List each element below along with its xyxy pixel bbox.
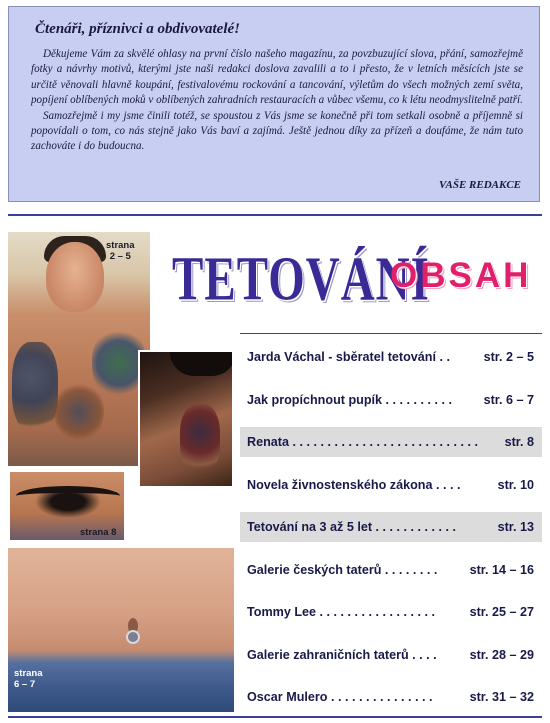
letter-paragraph-1: Děkujeme Vám za skvělé ohlasy na první číslo našeho magazínu, za povzbuzující slova, přání, samozřejmě fotky a návrhy motivů, kterými jste naši redakci doslova zavalili a to i přesto, že v letních měsících jste se určitě věnovali hlavně koupání, festivalovému rockování a tancování, výletům do všech možných zemí světa, popíjení oblíbených moků v oblíbených zahradních restauracích a vůbec všemu, co k létu neodmyslitelně patří. [31,48,523,107]
toc-item[interactable]: Renata . . . . . . . . . . . . . . . . . . . . . . . . . . . str. 8 [240,427,542,457]
editorial-letter-box [8,6,540,202]
toc-item[interactable]: Galerie zahraničních taterů . . . . str. 28 – 29 [247,647,534,662]
toc-rule [240,333,542,334]
divider-rule [8,214,542,216]
toc-page-number: str. 8 [504,435,534,449]
letter-title: Čtenáři, příznivci a obdivovatelé! [35,21,240,37]
photo-belly-page-label: strana 6 – 7 [14,668,43,690]
toc-item[interactable]: Jak propíchnout pupík . . . . . . . . . . str. 6 – 7 [247,392,534,407]
toc-item[interactable]: Galerie českých taterů . . . . . . . . str. 14 – 16 [247,562,534,577]
photo-tattooed-arm [138,350,234,488]
toc-item[interactable]: Oscar Mulero . . . . . . . . . . . . . . . str. 31 – 32 [247,690,534,704]
photo-back-page-label: strana 8 [80,527,117,538]
toc-item[interactable]: Tetování na 3 až 5 let . . . . . . . . . . . . str. 13 [240,512,542,542]
letter-paragraph-2: Samozřejmě i my jsme činili totéž, se spoustou z Vás jsme se konečně při tom setkali osobně a příjemně si popovídali o tom, co nás stejně jako Vás baví a zajímá. Ještě jednou díky za přízeň a doufáme, že nám tuto zachováte i do budoucna. [31,109,523,153]
heading-tetovani: TETOVÁNÍ [172,245,430,314]
toc-item[interactable]: Novela živnostenského zákona . . . . str. 10 [247,477,534,492]
toc-page-number: str. 2 – 5 [483,350,534,364]
bottom-rule [8,716,542,718]
table-of-contents [240,342,542,723]
toc-page-number: str. 10 [497,477,534,492]
toc-page-number: str. 25 – 27 [469,605,534,619]
heading-obsah: OBSAH [390,256,532,295]
toc-page-number: str. 13 [497,520,534,534]
toc-item[interactable]: Tommy Lee . . . . . . . . . . . . . . . . . str. 25 – 27 [247,605,534,619]
toc-page-number: str. 6 – 7 [483,392,534,407]
toc-page-number: str. 31 – 32 [469,690,534,704]
letter-signature: VAŠE REDAKCE [438,179,521,191]
photo-main-page-label: strana 2 – 5 [106,240,135,262]
toc-item[interactable]: Jarda Váchal - sběratel tetování . . str. 2 – 5 [247,350,534,364]
letter-body [31,47,523,155]
toc-page-number: str. 28 – 29 [469,647,534,662]
toc-page-number: str. 14 – 16 [469,562,534,577]
photo-tattooed-man [8,232,150,466]
photo-arm-page-label: strana 25 – 27 [140,492,172,514]
